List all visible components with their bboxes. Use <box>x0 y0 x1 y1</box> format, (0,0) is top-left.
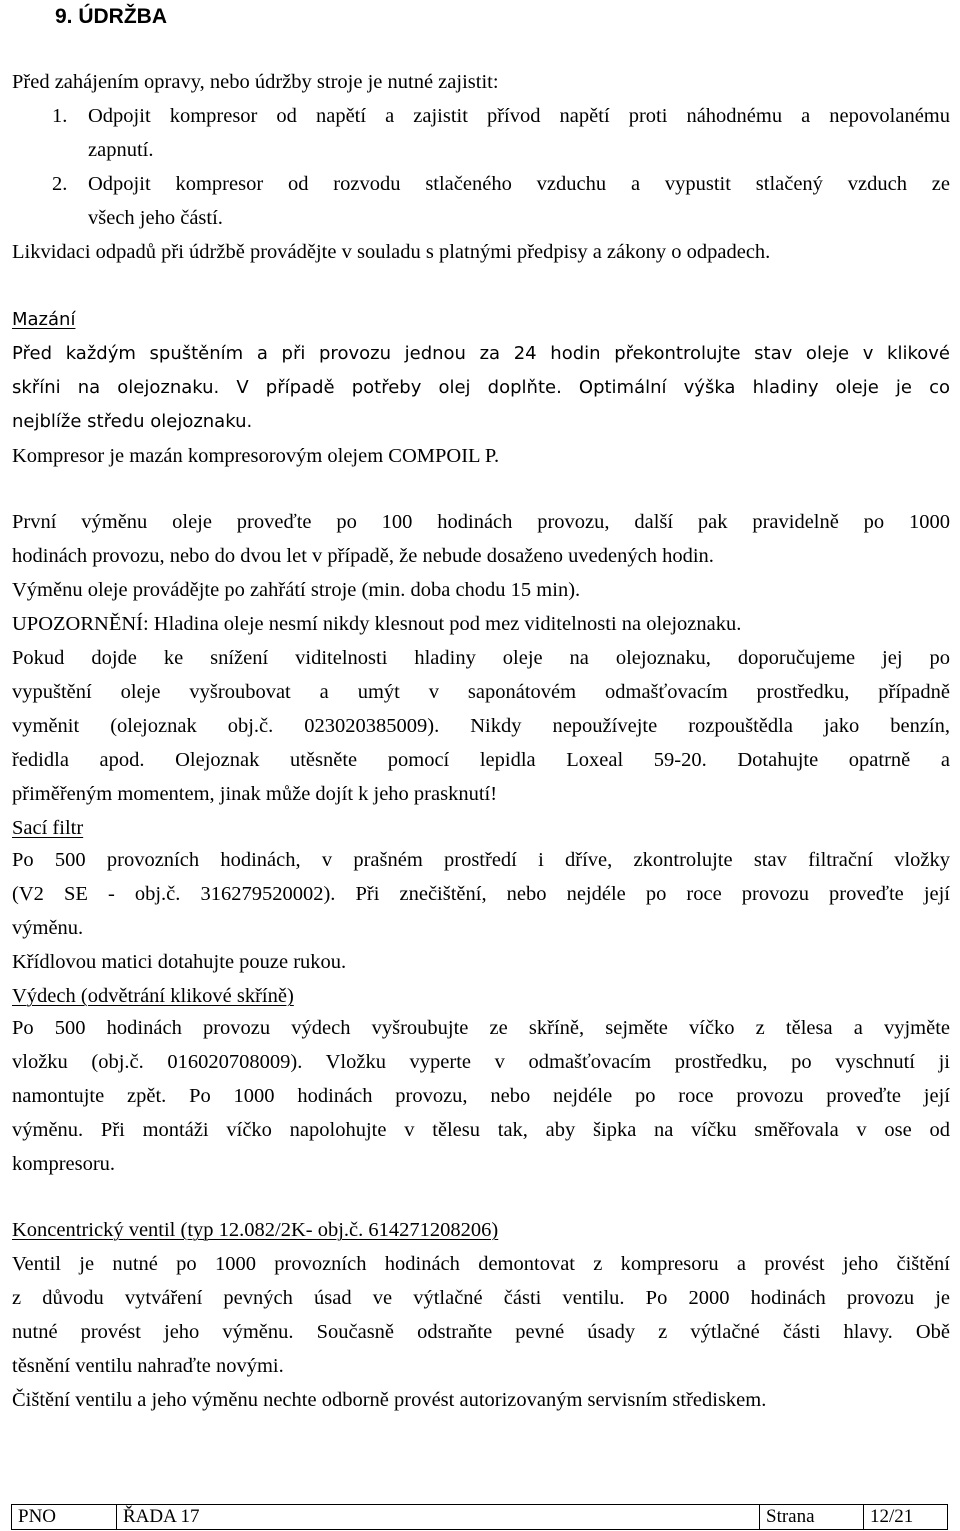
lubrication-line: nejblíže středu olejoznaku. <box>12 411 253 432</box>
intake-filter-title: Sací filtr <box>12 817 84 839</box>
lubrication-title: Mazání <box>12 309 76 330</box>
oil-cleaning-line: ředidla apod. Olejoznak utěsněte pomocí lepidla Loxeal 59-20. Dotahujte opatrně a <box>12 749 950 771</box>
oil-cleaning-line: Pokud dojde ke snížení viditelnosti hladiny oleje na olejoznaku, doporučujeme jej po <box>12 647 950 669</box>
oil-cleaning-line: vyměnit (olejoznak obj.č. 023020385009). Nikdy nepoužívejte rozpouštědla jako benzín, <box>12 715 950 737</box>
step-2-text: Odpojit kompresor od rozvodu stlačeného vzduchu a vypustit stlačený vzduch ze <box>88 173 950 195</box>
page-footer <box>11 1504 948 1530</box>
lubrication-line: Před každým spuštěním a při provozu jednou za 24 hodin překontrolujte stav oleje v klikové <box>12 343 950 364</box>
step-1-number: 1. <box>52 105 68 127</box>
step-1-text-cont: zapnutí. <box>88 139 154 161</box>
section-heading: 9. ÚDRŽBA <box>55 5 168 28</box>
oil-change-line: hodinách provozu, nebo do dvou let v případě, že nebude dosaženo uvedených hodin. <box>12 545 714 567</box>
disposal-note: Likvidaci odpadů při údržbě provádějte v souladu s platnými předpisy a zákony o odpadech. <box>12 241 771 263</box>
valve-line: z důvodu vytváření pevných úsad ve výtlačné části ventilu. Po 2000 hodinách provozu je <box>12 1287 950 1309</box>
valve-title: Koncentrický ventil (typ 12.082/2K- obj.č. 614271208206) <box>12 1219 499 1241</box>
oil-change-line: Výměnu oleje provádějte po zahřátí stroje (min. doba chodu 15 min). <box>12 579 581 601</box>
warning-line: UPOZORNĚNÍ: Hladina oleje nesmí nikdy klesnout pod mez viditelnosti na olejoznaku. <box>12 613 742 635</box>
intake-filter-note: Křídlovou matici dotahujte pouze rukou. <box>12 951 347 973</box>
step-2-number: 2. <box>52 173 68 195</box>
intake-filter-line: (V2 SE - obj.č. 316279520002). Při znečištění, nebo nejdéle po roce provozu proveďte její <box>12 883 950 905</box>
breather-line: Po 500 hodinách provozu výdech vyšroubujte ze skříně, sejměte víčko z tělesa a vyjměte <box>12 1017 950 1039</box>
breather-line: namontujte zpět. Po 1000 hodinách provozu, nebo nejdéle po roce provozu proveďte její <box>12 1085 950 1107</box>
step-1-text: Odpojit kompresor od napětí a zajistit přívod napětí proti náhodnému a nepovolanému <box>88 105 950 127</box>
valve-line: nutné provést jeho výměnu. Současně odstraňte pevné úsady z výtlačné části hlavy. Obě <box>12 1321 950 1343</box>
intake-filter-line: Po 500 provozních hodinách, v prašném prostředí i dříve, zkontrolujte stav filtrační vložky <box>12 849 950 871</box>
breather-line: vložku (obj.č. 016020708009). Vložku vyperte v odmašťovacím prostředku, po vyschnutí ji <box>12 1051 950 1073</box>
oil-cleaning-line: vypuštění oleje vyšroubovat a umýt v saponátovém odmašťovacím prostředku, případně <box>12 681 950 703</box>
intro-text: Před zahájením opravy, nebo údržby stroje je nutné zajistit: <box>12 71 499 93</box>
oil-change-line: První výměnu oleje proveďte po 100 hodinách provozu, další pak pravidelně po 1000 <box>12 511 950 533</box>
lubrication-line: skříni na olejoznaku. V případě potřeby olej doplňte. Optimální výška hladiny oleje je co <box>12 377 950 398</box>
footer-doc-code: PNO <box>18 1506 57 1527</box>
valve-line: těsnění ventilu nahraďte novými. <box>12 1355 284 1377</box>
intake-filter-line: výměnu. <box>12 917 84 939</box>
oil-cleaning-line: přiměřeným momentem, jinak může dojít k jeho prasknutí! <box>12 783 498 805</box>
footer-page-number: 12/21 <box>870 1506 914 1527</box>
footer-page-label: Strana <box>766 1506 815 1527</box>
valve-note: Čištění ventilu a jeho výměnu nechte odborně provést autorizovaným servisním střediskem. <box>12 1389 767 1411</box>
step-2-text-cont: všech jeho částí. <box>88 207 223 229</box>
breather-title: Výdech (odvětrání klikové skříně) <box>12 985 294 1007</box>
breather-line: kompresoru. <box>12 1153 116 1175</box>
footer-series: ŘADA 17 <box>123 1506 200 1527</box>
breather-line: výměnu. Při montáži víčko napolohujte v tělesu tak, aby šipka na víčku směřovala v ose od <box>12 1119 950 1141</box>
valve-line: Ventil je nutné po 1000 provozních hodinách demontovat z kompresoru a provést jeho čištění <box>12 1253 950 1275</box>
oil-type-note: Kompresor je mazán kompresorovým olejem COMPOIL P. <box>12 445 500 467</box>
